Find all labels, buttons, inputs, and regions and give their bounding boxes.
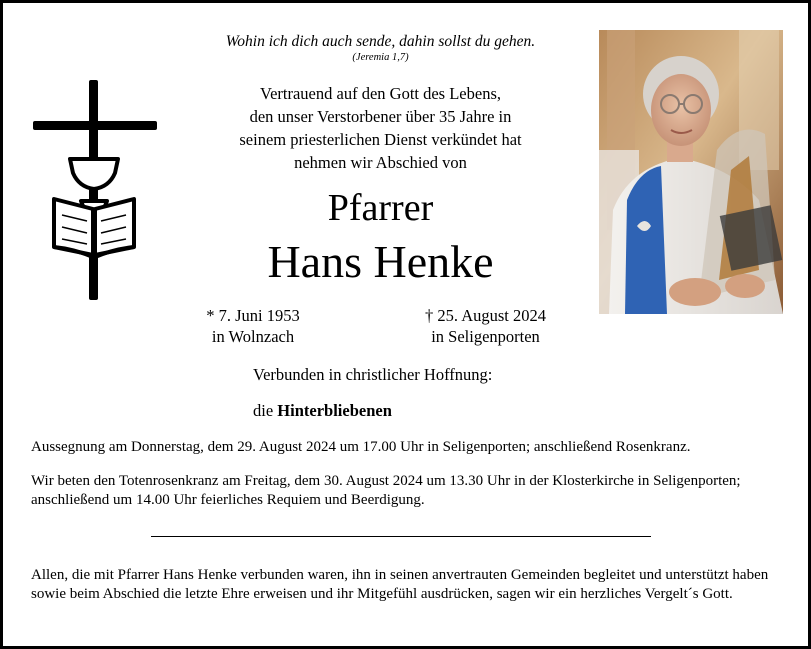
intro-line: nehmen wir Abschied von — [294, 153, 467, 172]
intro-line: seinem priesterlichen Dienst verkündet hat — [239, 130, 522, 149]
signers-name: Hinterbliebenen — [277, 401, 392, 420]
cross-chalice-book-icon — [29, 77, 161, 305]
divider — [151, 536, 651, 537]
thanks-text: Allen, die mit Pfarrer Hans Henke verbunden waren, ihn in seinen anvertrauten Gemeinden begleitet und unterstützt haben sowie beim Abschied die letzte Ehre erweisen und ihr Mitgefühl ausdrücken, sagen wir ein herzliches Vergelt´s Gott. — [31, 567, 769, 602]
closing-line: Verbunden in christlicher Hoffnung: — [253, 365, 493, 384]
portrait-photo — [599, 30, 783, 314]
birth-date: * 7. Juni 1953 — [206, 306, 300, 325]
announcement-blessing: Aussegnung am Donnerstag, dem 29. August 2024 um 17.00 Uhr in Seligenporten; anschließend Rosenkranz. — [31, 439, 691, 455]
intro-line: Vertrauend auf den Gott des Lebens, — [260, 84, 501, 103]
intro-text — [183, 82, 578, 174]
birth-info — [163, 305, 343, 347]
birth-place: in Wolnzach — [211, 327, 295, 346]
death-place: in Seligenporten — [431, 327, 540, 346]
signers-line — [253, 401, 392, 421]
bible-quote: Wohin ich dich auch sende, dahin sollst du gehen. — [225, 33, 536, 50]
intro-line: den unser Verstorbener über 35 Jahre in — [249, 107, 512, 126]
signers-prefix: die — [253, 401, 274, 420]
announcement-rosary: Wir beten den Totenrosenkranz am Freitag, dem 30. August 2024 um 13.30 Uhr in der Klosterkirche in Seligenporten; anschließend um 14.00 Uhr feierliches Requiem und Beerdigung. — [31, 473, 741, 508]
bible-reference: (Jeremia 1,7) — [352, 52, 409, 63]
deceased-name: Hans Henke — [267, 236, 494, 287]
death-date: † 25. August 2024 — [424, 306, 546, 325]
deceased-title: Pfarrer — [327, 187, 434, 229]
death-info — [388, 305, 583, 347]
